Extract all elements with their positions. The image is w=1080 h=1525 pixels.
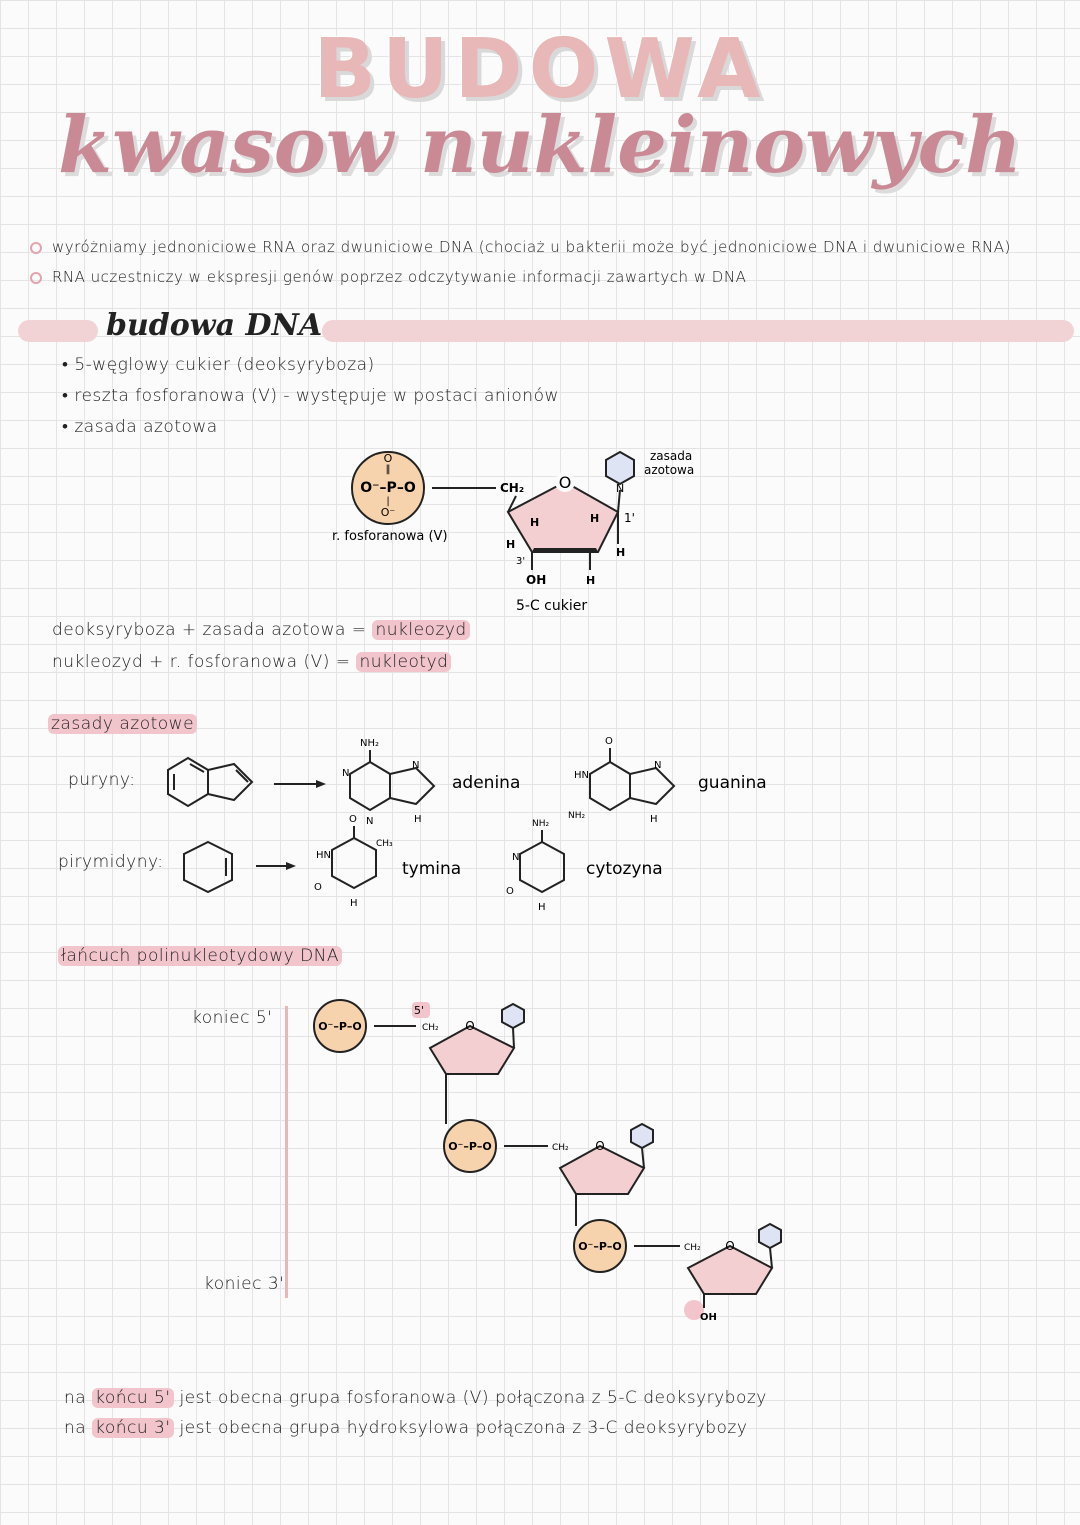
svg-text:CH₂: CH₂ — [422, 1023, 439, 1033]
label-5prime: 5' — [414, 1004, 425, 1017]
highlight-nucleoside: nukleozyd — [372, 620, 469, 640]
end-3-label: koniec 3' — [204, 1274, 285, 1294]
chain-direction-line — [285, 1006, 288, 1298]
dna-components-list — [62, 350, 559, 443]
intro-text-2: RNA uczestniczy w ekspresji genów poprzez odczytywanie informacji zawartych w DNA — [52, 268, 747, 286]
heading-bar-left — [18, 320, 98, 342]
svg-text:O⁻–P–O: O⁻–P–O — [448, 1140, 492, 1153]
phosphate-label: r. fosforanowa (V) — [332, 529, 448, 544]
chain-heading: łańcuch polinukleotydowy DNA — [58, 946, 342, 966]
title-script: kwasow nukleinowych — [58, 100, 1022, 191]
svg-text:HN: HN — [574, 770, 589, 781]
bullet-icon — [30, 242, 42, 254]
polynucleotide-chain — [300, 990, 820, 1330]
intro-line-2 — [30, 268, 1070, 286]
highlight-end3: końcu 3' — [92, 1418, 173, 1438]
phosphate-group — [352, 452, 424, 524]
svg-text:H: H — [538, 902, 546, 913]
cytosine-label: cytozyna — [586, 859, 663, 879]
purine-skeleton — [168, 758, 252, 806]
svg-text:azotowa: azotowa — [644, 463, 695, 477]
bases-heading: zasady azotowe — [48, 714, 197, 734]
svg-text:1': 1' — [624, 511, 635, 525]
thymine-structure — [314, 814, 393, 909]
svg-text:O: O — [558, 473, 572, 492]
svg-text:NH₂: NH₂ — [568, 811, 586, 821]
svg-text:N: N — [366, 816, 374, 827]
svg-text:N: N — [412, 760, 420, 771]
pyrimidines-label: pirymidyny: — [58, 852, 164, 872]
section-heading-dna: budowa DNA — [106, 308, 323, 343]
equation-nucleoside: deoksyryboza + zasada azotowa = nukleozyd — [52, 620, 470, 640]
svg-text:H: H — [650, 814, 658, 825]
svg-text:H: H — [530, 516, 540, 529]
svg-text:OH: OH — [526, 573, 547, 587]
title-main: BUDOWA — [313, 22, 767, 117]
svg-text:O⁻: O⁻ — [380, 506, 396, 519]
svg-text:3': 3' — [516, 556, 526, 567]
intro-text-1: wyróżniamy jednoniciowe RNA oraz dwuniciowe DNA (chociaż u bakterii może być jednoniciowe DNA i dwuniciowe RNA) — [52, 238, 1011, 256]
svg-text:N: N — [654, 760, 662, 771]
svg-text:CH₂: CH₂ — [500, 481, 525, 495]
intro-line-1 — [30, 238, 1070, 256]
svg-text:N: N — [616, 482, 625, 495]
svg-text:|: | — [386, 496, 390, 507]
svg-text:H: H — [506, 538, 516, 551]
svg-text:O⁻–P–O: O⁻–P–O — [360, 480, 416, 496]
svg-text:OH: OH — [700, 1312, 717, 1323]
svg-text:H: H — [616, 546, 626, 559]
nucleotide-unit-1 — [314, 1000, 524, 1124]
heading-bar-right — [322, 320, 1074, 342]
list-item: • reszta fosforanowa (V) - występuje w postaci anionów — [62, 386, 559, 406]
svg-text:O: O — [725, 1239, 735, 1253]
svg-text:O: O — [349, 814, 357, 825]
svg-text:H: H — [590, 512, 600, 525]
svg-text:N: N — [512, 852, 520, 863]
nucleotide-unit-2 — [444, 1120, 653, 1226]
sugar-label: 5-C cukier — [516, 598, 588, 614]
svg-text:NH₂: NH₂ — [532, 819, 550, 829]
highlight-nucleotide: nukleotyd — [356, 652, 451, 672]
footer-line-1: na końcu 5' jest obecna grupa fosforanowa (V) połączona z 5-C deoksyrybozy — [64, 1388, 767, 1408]
bases-diagram — [150, 730, 810, 920]
svg-text:O: O — [506, 886, 514, 897]
svg-text:O⁻–P–O: O⁻–P–O — [318, 1020, 362, 1033]
footer-line-2: na końcu 3' jest obecna grupa hydroksylowa połączona z 3-C deoksyrybozy — [64, 1418, 748, 1438]
end-5-label: koniec 5' — [192, 1008, 273, 1028]
svg-text:O: O — [595, 1139, 605, 1153]
cytosine-structure — [506, 819, 564, 913]
purines-label: puryny: — [68, 770, 136, 790]
svg-text:O: O — [605, 736, 613, 747]
guanine-label: guanina — [698, 773, 767, 793]
svg-text:O⁻–P–O: O⁻–P–O — [578, 1240, 622, 1253]
thymine-label: tymina — [402, 859, 462, 879]
nitrogen-base — [606, 452, 634, 495]
guanine-structure — [568, 736, 674, 825]
list-item: • 5-węglowy cukier (deoksyryboza) — [62, 355, 375, 375]
base-label: zasada — [650, 449, 693, 463]
svg-text:N: N — [342, 768, 350, 779]
svg-text:H: H — [414, 814, 422, 825]
svg-text:CH₂: CH₂ — [552, 1143, 569, 1153]
svg-text:HN: HN — [316, 850, 331, 861]
svg-text:H: H — [586, 574, 596, 587]
svg-text:O: O — [465, 1019, 475, 1033]
svg-text:‖: ‖ — [385, 464, 391, 475]
svg-text:H: H — [350, 898, 358, 909]
highlight-end5: końcu 5' — [92, 1388, 173, 1408]
adenine-label: adenina — [452, 773, 521, 793]
svg-text:CH₂: CH₂ — [684, 1243, 701, 1253]
svg-text:CH₃: CH₃ — [376, 839, 393, 849]
svg-text:O: O — [314, 882, 322, 893]
list-item: • zasada azotowa — [62, 417, 218, 437]
pyrimidine-skeleton — [184, 842, 232, 892]
bullet-icon — [30, 272, 42, 284]
svg-text:O: O — [383, 452, 393, 465]
nucleotide-unit-3 — [574, 1220, 781, 1323]
svg-text:NH₂: NH₂ — [360, 738, 380, 749]
nucleotide-diagram — [320, 440, 740, 620]
equation-nucleotide: nukleozyd + r. fosforanowa (V) = nukleotyd — [52, 652, 451, 672]
